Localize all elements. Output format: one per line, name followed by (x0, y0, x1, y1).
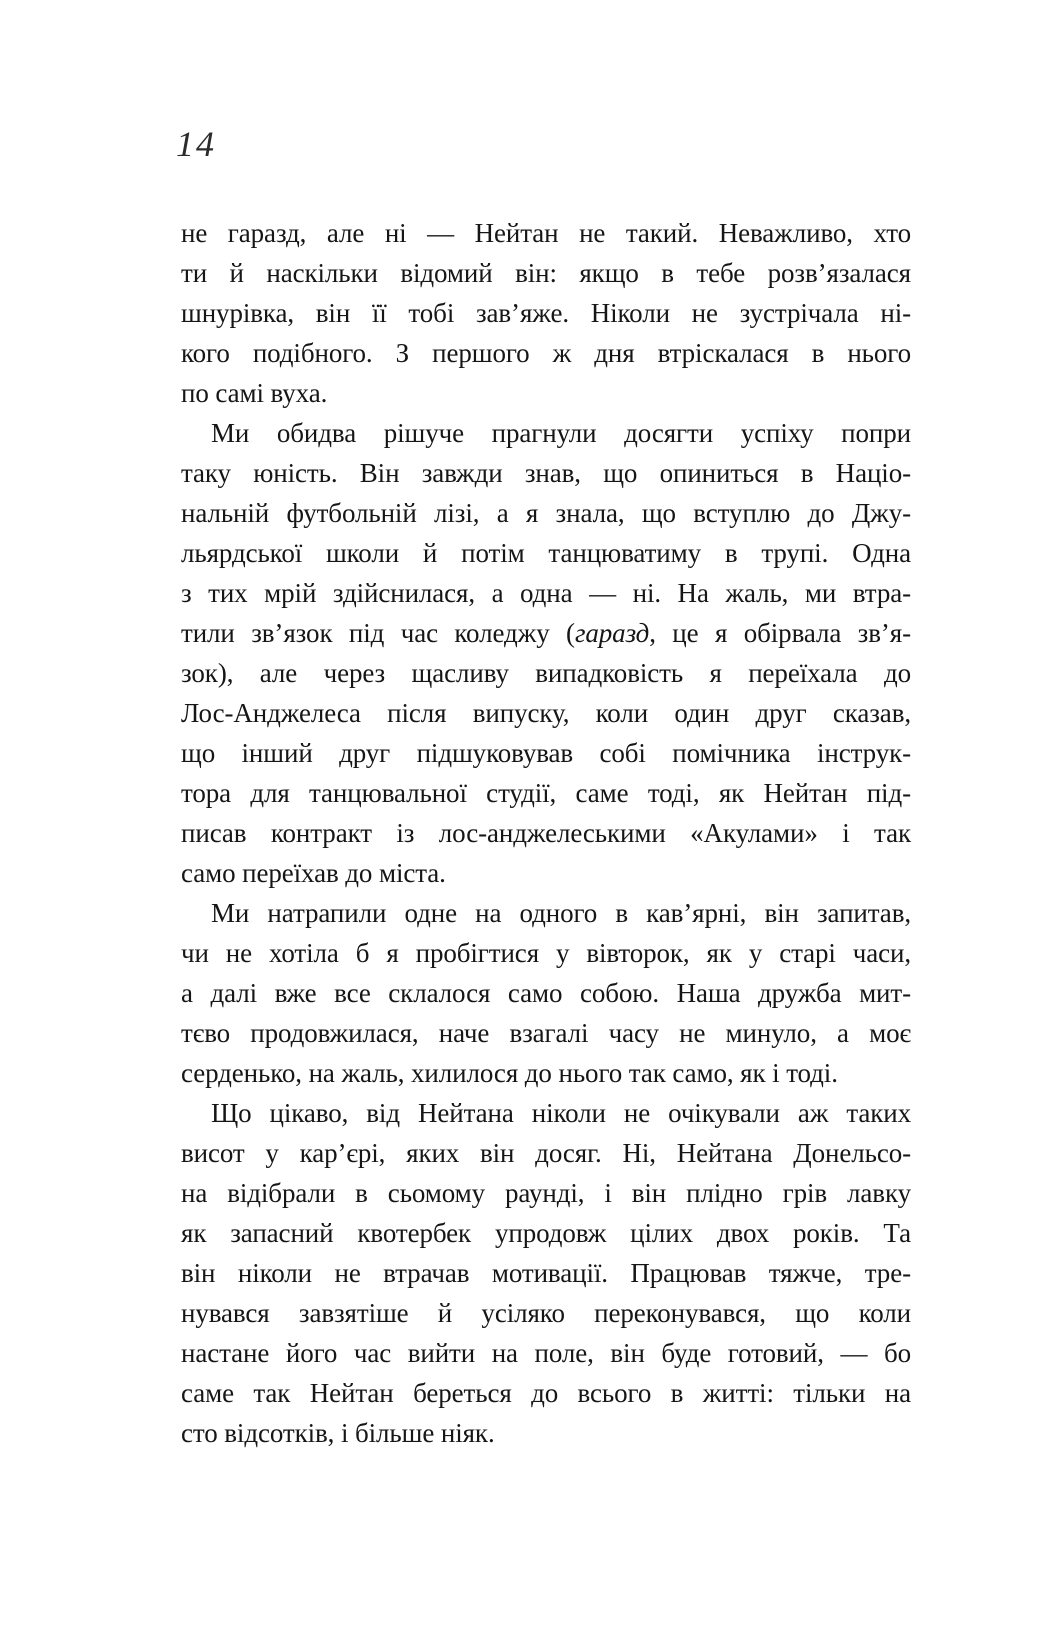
text-line: нувався завзятіше й усіляко переконувався, що коли (181, 1298, 911, 1328)
text-line: Лос-Анджелеса після випуску, коли один друг сказав, (181, 698, 911, 728)
text-line: сто відсотків, і більше ніяк. (181, 1418, 495, 1448)
text-line: Що цікаво, від Нейтана ніколи не очікували аж таких (211, 1098, 911, 1128)
text-line (181, 613, 911, 653)
page-number: 14 (176, 124, 216, 164)
text-line: льярдської школи й потім танцюватиму в трупі. Одна (181, 538, 911, 568)
text-line: кого подібного. З першого ж дня втріскалася в нього (181, 338, 911, 368)
text-line: само переїхав до міста. (181, 858, 446, 888)
text-line: Ми обидва рішуче прагнули досягти успіху попри (211, 418, 911, 448)
italic-word: гаразд (574, 618, 650, 648)
line-segment: тили зв’язок під час коледжу ( (181, 618, 575, 648)
text-line: Ми натрапили одне на одного в кав’ярні, він запитав, (211, 898, 911, 928)
text-line: шнурівка, він її тобі зав’яже. Ніколи не зустрічала ні- (181, 298, 911, 328)
text-line: таку юність. Він завжди знав, що опиниться в Націо- (181, 458, 911, 488)
text-line: як запасний квотербек упродовж цілих двох років. Та (181, 1218, 911, 1248)
text-line: він ніколи не втрачав мотивації. Працював тяжче, тре- (181, 1258, 911, 1288)
text-line: настане його час вийти на поле, він буде готовий, — бо (181, 1338, 911, 1368)
text-line: саме так Нейтан береться до всього в житті: тільки на (181, 1378, 911, 1408)
text-line: висот у кар’єрі, яких він досяг. Ні, Нейтана Донельсо- (181, 1138, 911, 1168)
text-line: на відібрали в сьомому раунді, і він плідно грів лавку (181, 1178, 911, 1208)
text-line: з тих мрій здійснилася, а одна — ні. На жаль, ми втра- (181, 578, 911, 608)
text-line: тора для танцювальної студії, саме тоді, як Нейтан під- (181, 778, 911, 808)
text-line: по самі вуха. (181, 378, 328, 408)
text-line: нальній футбольній лізі, а я знала, що вступлю до Джу- (181, 498, 911, 528)
text-line: серденько, на жаль, хилилося до нього так само, як і тоді. (181, 1058, 838, 1088)
text-line: а далі вже все склалося само собою. Наша дружба мит- (181, 978, 911, 1008)
text-line: зок), але через щасливу випадковість я переїхала до (181, 658, 911, 688)
text-line: ти й наскільки відомий він: якщо в тебе розв’язалася (181, 258, 911, 288)
text-line: що інший друг підшуковував собі помічника інструк- (181, 738, 911, 768)
text-line: тєво продовжилася, наче взагалі часу не минуло, а моє (181, 1018, 911, 1048)
text-line: не гаразд, але ні — Нейтан не такий. Неважливо, хто (181, 218, 911, 248)
text-block (181, 213, 911, 1453)
text-line: писав контракт із лос-анджелеськими «Акулами» і так (181, 818, 911, 848)
text-line: чи не хотіла б я пробігтися у вівторок, як у старі часи, (181, 938, 911, 968)
line-segment: , це я обірвала зв’я- (649, 618, 911, 648)
